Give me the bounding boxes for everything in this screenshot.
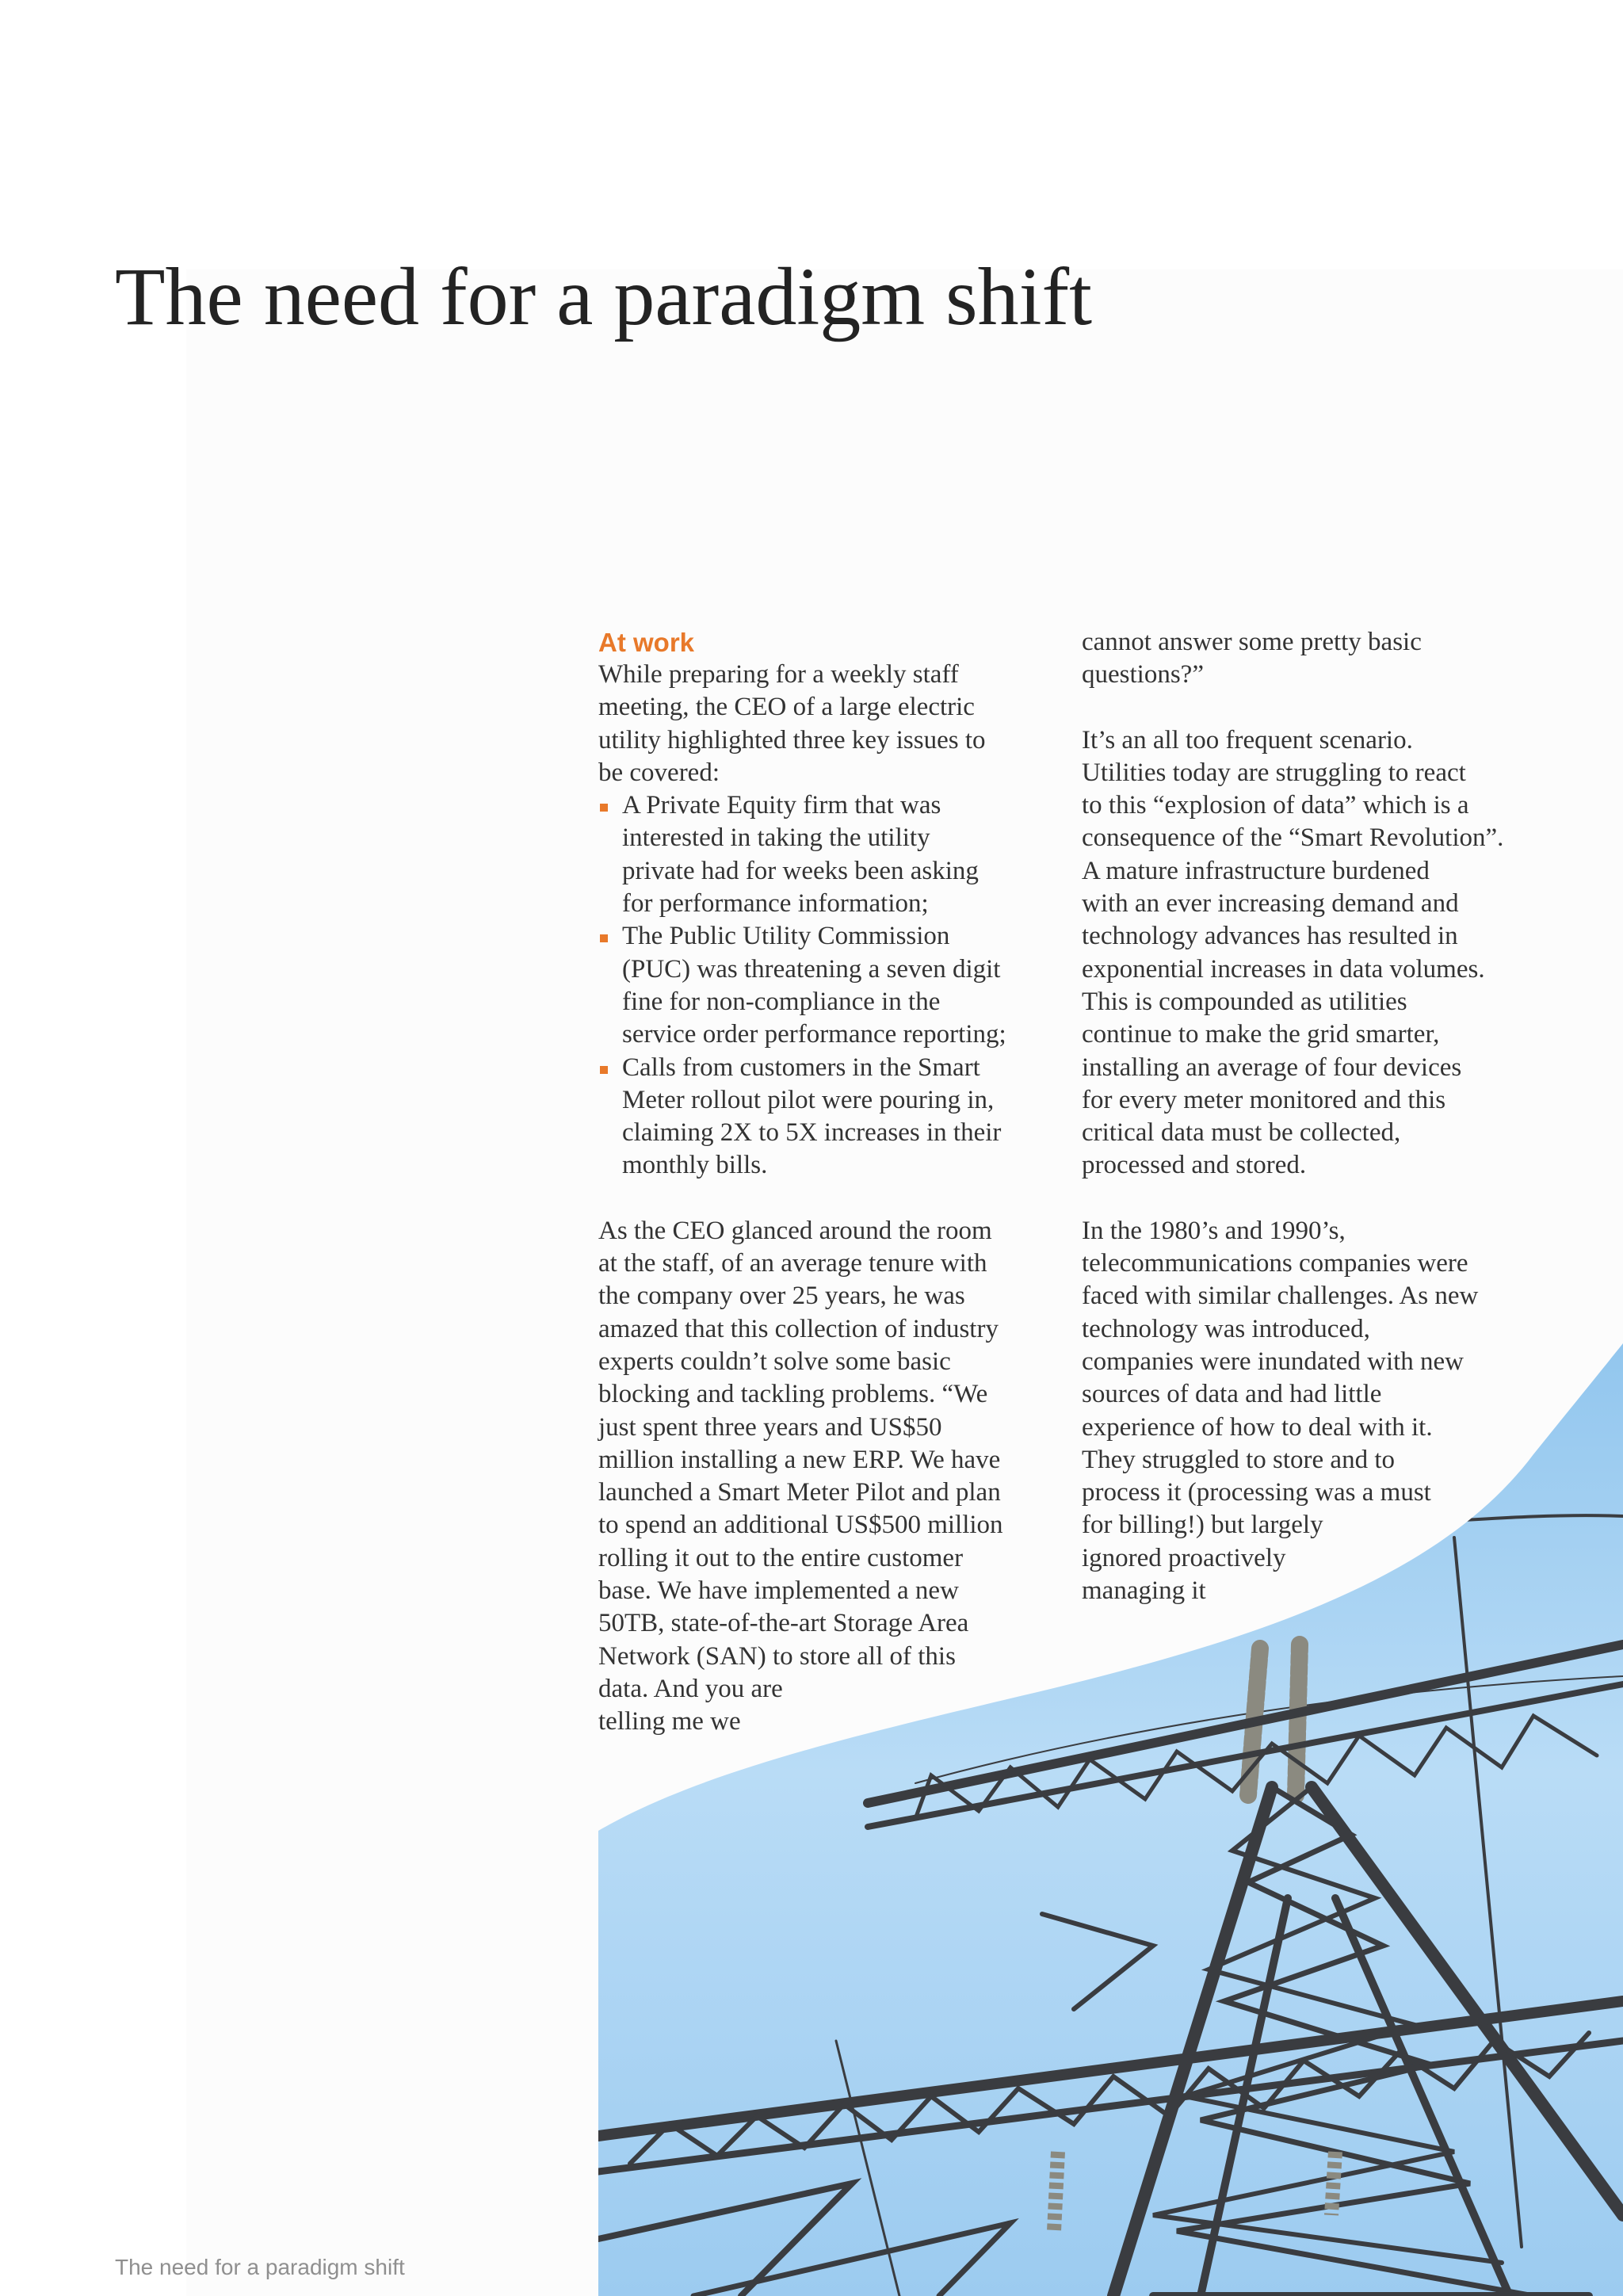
intro-paragraph: While preparing for a weekly staff meeting, the CEO of a large electric utility highlighted three key issues to be covered: [598,660,986,787]
text-column-left [598,626,1042,1739]
continued-paragraph: cannot answer some pretty basic questions?” [1082,628,1422,690]
bullet-square-icon [600,804,608,812]
bullet-square-icon [600,1066,608,1074]
page-footer: The need for a paradigm shift [115,2255,405,2279]
list-item: Calls from customers in the Smart Meter rollout pilot were pouring in, claiming 2X to 5X increases in their monthly bills. [598,1052,1042,1182]
ceo-paragraph: As the CEO glanced around the room at the staff, of an average tenure with the company over 25 years, he was amazed that this collection of industry experts couldn’t solve some basic blocking and tackling problems. “We just spent three years and US$50 million installing a new ERP. We have launched a Smart Meter Pilot and plan to spend an additional US$500 million rolling it out to the entire customer base. We have implemented a new 50TB, state-of-the-art Storage Area Network (SAN) to store all of this data. And you are telling me we [598,1216,1003,1736]
telecom-paragraph: In the 1980’s and 1990’s, telecommunications companies were faced with similar challenges. As new technology was introduced, companies were inundated with new sources of data and had little experience of how to deal with it. They struggled to store and to process it (processing was a must for billing!) but largely ignored proactively managing it [1082,1216,1479,1606]
page-title: The need for a paradigm shift [115,251,1093,342]
list-item: A Private Equity firm that was interested in taking the utility private had for weeks been asking for performance information; [598,789,1042,920]
text-column-right [1082,626,1557,1607]
scenario-paragraph: It’s an all too frequent scenario. Utilities today are struggling to react to this “explosion of data” which is a consequence of the “Smart Revolution”. A mature infrastructure burdened with an ever increasing demand and technology advances has resulted in exponential increases in data volumes. This is compounded as utilities continue to make the grid smarter, installing an average of four devices for every meter monitored and this critical data must be collected, processed and stored. [1082,725,1504,1180]
issue-list [598,789,1042,1182]
list-item: The Public Utility Commission (PUC) was threatening a seven digit fine for non-compliance in the service order performance reporting; [598,920,1042,1051]
bullet-square-icon [600,934,608,942]
section-heading: At work [598,628,695,657]
